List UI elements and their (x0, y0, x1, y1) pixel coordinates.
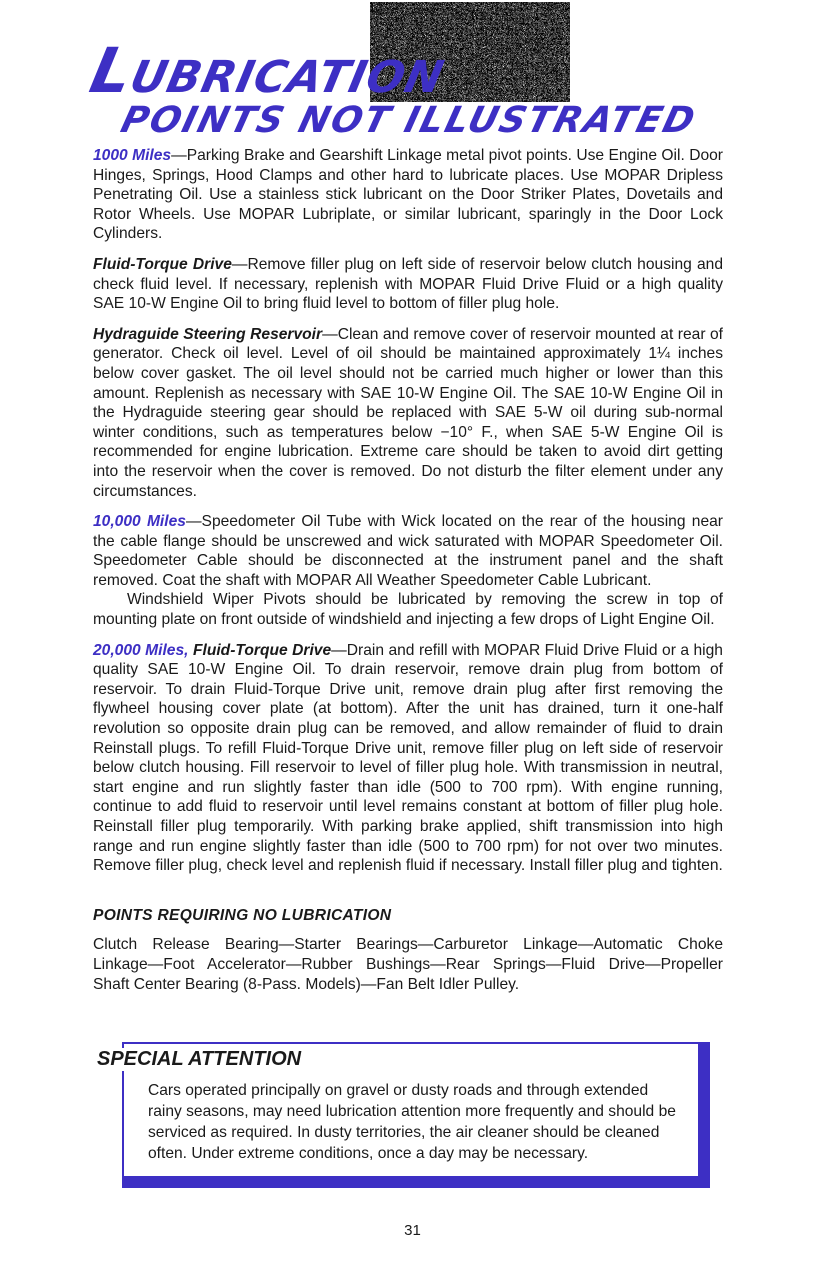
section-fluid-torque-drive (93, 255, 723, 314)
section-lead: 1000 Miles (93, 147, 172, 164)
section-1000-miles (93, 146, 723, 244)
section-body: —Parking Brake and Gearshift Linkage metal pivot points. Use Engine Oil. Door Hinges, Springs, Hood Clamps and other hard to lubricate places. Use MOPAR Dripless Penetrating Oil. Use a stainless stick lubricant on the Door Striker Plates, Dovetails and Rotor Wheels. Use MOPAR Lubriplate, or similar lubricant, sparingly in the Door Lock Cylinders. (93, 147, 723, 243)
section-lead: 10,000 Miles (93, 513, 186, 531)
section-body: —Clean and remove cover of reservoir mounted at rear of generator. Check oil level. Level of oil should be maintained approximately 1¼ inches below cover gasket. The oil level should not be carried much higher or lower than this amount. Replenish as necessary with SAE 10-W Engine Oil. The SAE 10-W Engine Oil in the Hydraguide steering gear should be replaced with SAE 5-W oil during sub-normal winter conditions, such as temperatures below −10° F., when SAE 5-W Engine Oil is recommended for engine lubrication. Extreme care should be taken to avoid dirt getting into the reservoir when the cover is removed. Do not disturb the filter element under any circumstances. (93, 325, 723, 500)
lubrication-content (93, 146, 723, 1005)
no-lubrication-heading: POINTS REQUIRING NO LUBRICATION (93, 906, 392, 924)
section-20000-miles (93, 641, 723, 876)
section-body: —Speedometer Oil Tube with Wick located on the rear of the housing near the cable flange should be unscrewed and wick saturated with MOPAR Speedometer Oil. Speedometer Cable should be disconnected at the instrument panel and the shaft removed. Coat the shaft with MOPAR All Weather Speedometer Cable Lubricant. (93, 513, 723, 589)
special-attention-heading: SPECIAL ATTENTION (97, 1048, 305, 1071)
section-lead: Fluid-Torque Drive (93, 255, 232, 273)
section-lead: Hydraguide Steering Reservoir (93, 325, 323, 343)
page-number: 31 (404, 1222, 421, 1239)
section-10000-miles (93, 512, 723, 590)
section-body: —Drain and refill with MOPAR Fluid Drive Fluid or a high quality SAE 10-W Engine Oil. To drain reservoir, remove drain plug from bottom of reservoir. To drain Fluid-Torque Drive unit, remove drain plug after first removing the flywheel housing cover plate (at bottom). After the unit has drained, turn it one-half revolution so opposite drain plug can be removed, and allow remainder of fluid to drain Reinstall plugs. To refill Fluid-Torque Drive unit, remove filler plug on left side of reservoir below clutch housing. Fill reservoir to level of filler plug hole. With transmission in neutral, start engine and run slightly faster than idle (500 to 700 rpm). With engine running, continue to add fluid to reservoir until level remains constant at bottom of filler plug hole. Reinstall filler plug temporarily. With parking brake applied, shift transmission into high range and run engine slightly faster than idle (500 to 700 rpm) for not over two minutes. Remove filler plug, check level and replenish fluid if necessary. Install filler plug and tighten. (93, 641, 723, 875)
special-attention-body: Cars operated principally on gravel or dusty roads and through extended rainy seasons, may need lubrication attention more frequently and should be serviced as required. In dusty territories, the air cleaner should be cleaned often. Under extreme conditions, once a day may be necessary. (148, 1082, 676, 1162)
section-lead: Fluid-Torque Drive (192, 641, 332, 659)
no-lubrication-list: Clutch Release Bearing—Starter Bearings—Carburetor Linkage—Automatic Choke Linkage—Foot Accelerator—Rubber Bushings—Rear Springs—Fluid Drive—Propeller Shaft Center Bearing (8-Pass. Models)—Fan Belt Idler Pulley. (93, 936, 723, 993)
section-body: —Remove filler plug on left side of reservoir below clutch housing and check fluid level. If necessary, replenish with MOPAR Fluid Drive Fluid or a high quality SAE 10-W Engine Oil to bring fluid level to bottom of filler plug hole. (93, 255, 723, 313)
section-windshield-wiper: Windshield Wiper Pivots should be lubricated by removing the screw in top of mounting plate on front outside of windshield and injecting a few drops of Light Engine Oil. (93, 591, 723, 629)
page-subtitle: POINTS NOT ILLUSTRATED (116, 100, 701, 141)
section-lead: 20,000 Miles, (93, 641, 189, 659)
page-title: LUBRICATION (84, 34, 449, 107)
section-hydraguide-steering (93, 325, 723, 501)
special-attention-box (97, 1042, 710, 1188)
